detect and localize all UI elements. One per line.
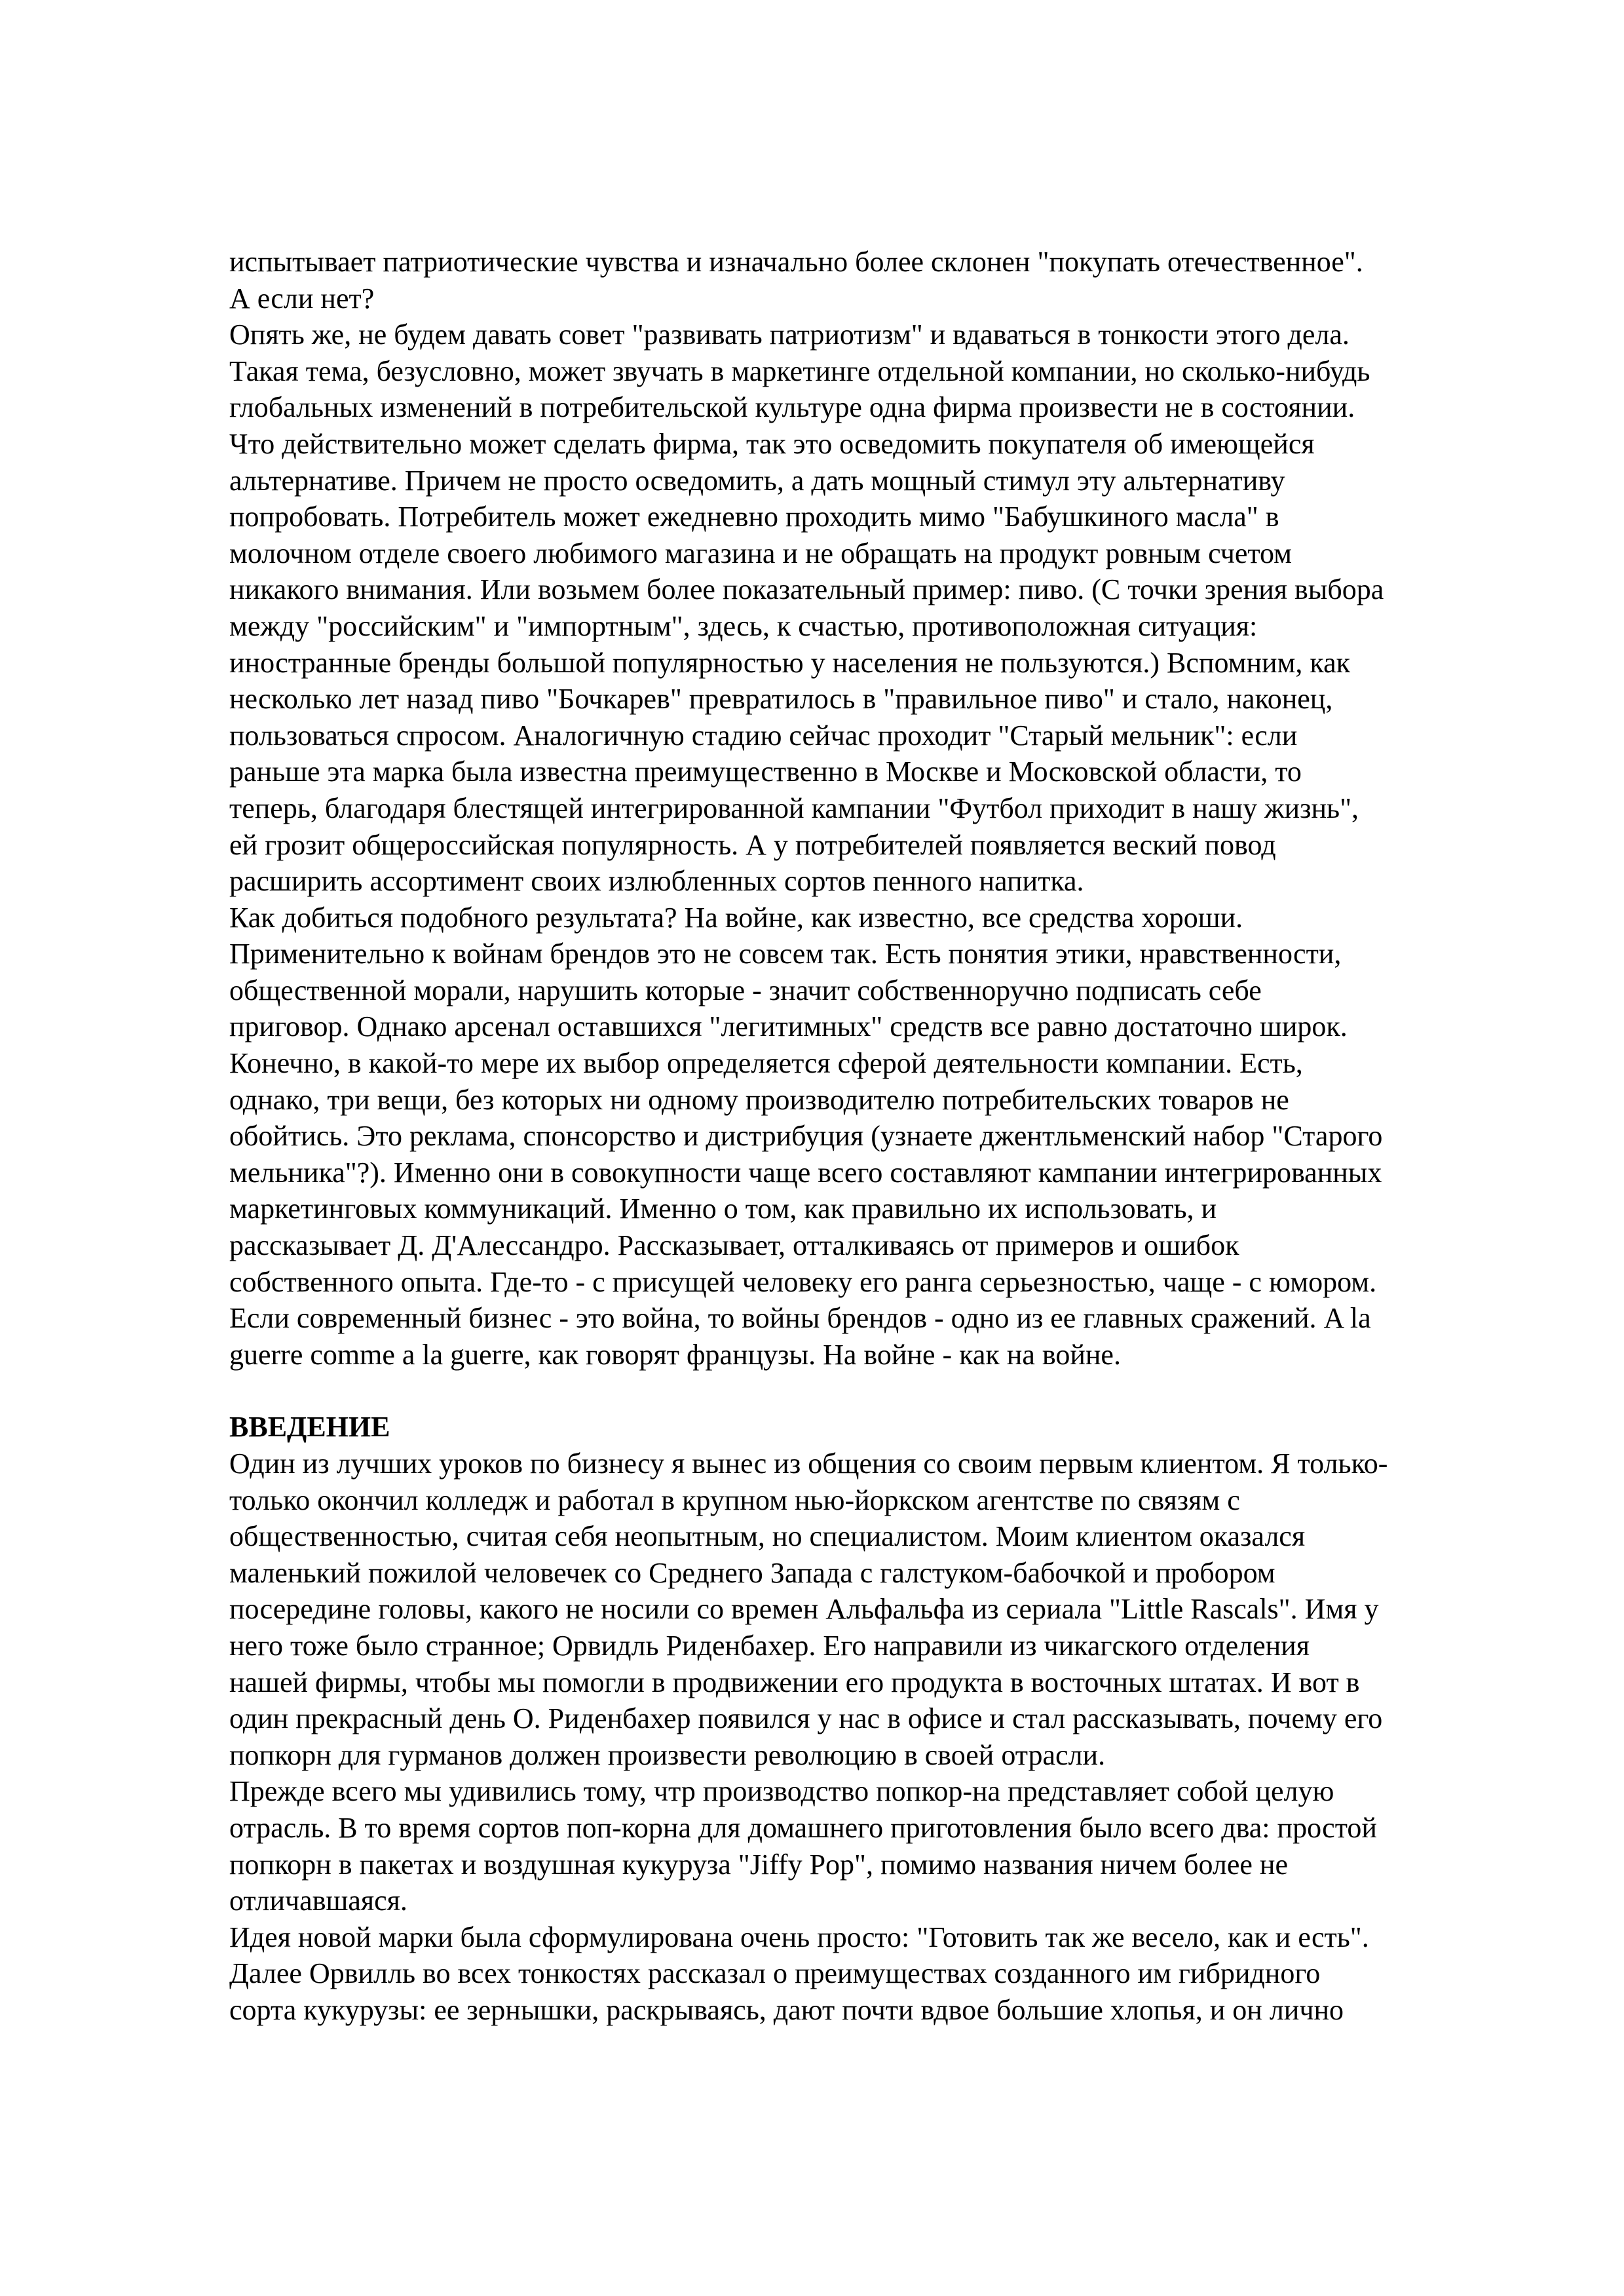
text-line: Конечно, в какой-то мере их выбор определяется сферой деятельности компании. Есть, xyxy=(229,1047,1303,1080)
text-line: молочном отделе своего любимого магазина и не обращать на продукт ровным счетом xyxy=(229,537,1293,569)
text-line: только окончил колледж и работал в крупном нью-йоркском агентстве по связям с xyxy=(229,1483,1240,1516)
text-line: Опять же, не будем давать совет "развивать патриотизм" и вдаваться в тонкости этого дела. xyxy=(229,318,1350,351)
text-line: Как добиться подобного результата? На войне, как известно, все средства хороши. xyxy=(229,901,1243,934)
text-line: нашей фирмы, чтобы мы помогли в продвижении его продукта в восточных штатах. И вот в xyxy=(229,1666,1360,1698)
paragraphs-part2 xyxy=(229,1445,1530,2029)
text-line: испытывает патриотические чувства и изначально более склонен "покупать отечественное". xyxy=(229,246,1363,278)
text-line: мельника"?). Именно они в совокупности чаще всего составляют кампании интегрированных xyxy=(229,1156,1382,1189)
text-line: попкорн для гурманов должен произвести революцию в своей отрасли. xyxy=(229,1738,1106,1771)
text-line: попробовать. Потребитель может ежедневно проходить мимо "Бабушкиного масла" в xyxy=(229,501,1279,533)
text-line: приговор. Однако арсенал оставшихся "легитимных" средств все равно достаточно широк. xyxy=(229,1010,1348,1043)
text-line: Далее Орвилль во всех тонкостях рассказал о преимуществах созданного им гибридного xyxy=(229,1957,1321,1990)
text-line: иностранные бренды большой популярностью у населения не пользуются.) Вспомним, как xyxy=(229,646,1351,679)
text-line: глобальных изменений в потребительской культуре одна фирма произвести не в состоянии. xyxy=(229,391,1355,424)
paragraphs-part1 xyxy=(229,244,1530,1373)
section-heading: ВВЕДЕНИЕ xyxy=(229,1411,390,1444)
text-line: теперь, благодаря блестящей интегрированной кампании "Футбол приходит в нашу жизнь", xyxy=(229,792,1359,824)
text-line: альтернативе. Причем не просто осведомить, а дать мощный стимул эту альтернативу xyxy=(229,464,1285,497)
text-line: Прежде всего мы удивились тому, чтр производство попкор-на представляет собой целую xyxy=(229,1775,1334,1808)
text-line: рассказывает Д. Д'Алессандро. Рассказывает, отталкиваясь от примеров и ошибок xyxy=(229,1229,1239,1262)
text-line: него тоже было странное; Орвидль Риденбахер. Его направили из чикагского отделения xyxy=(229,1629,1310,1662)
text-line: сорта кукурузы: ее зернышки, раскрываясь, дают почти вдвое большие хлопья, и он лично xyxy=(229,1993,1344,2026)
text-line: пользоваться спросом. Аналогичную стадию сейчас проходит "Старый мельник": если xyxy=(229,719,1298,752)
text-line: однако, три вещи, без которых ни одному производителю потребительских товаров не xyxy=(229,1083,1289,1116)
text-line: Что действительно может сделать фирма, так это осведомить покупателя об имеющейся xyxy=(229,427,1315,460)
text-line: Если современный бизнес - это война, то войны брендов - одно из ее главных сражений. A la xyxy=(229,1302,1371,1335)
text-line: расширить ассортимент своих излюбленных сортов пенного напитка. xyxy=(229,865,1084,898)
text-line: Применительно к войнам брендов это не совсем так. Есть понятия этики, нравственности, xyxy=(229,938,1342,970)
text-line: раньше эта марка была известна преимущественно в Москве и Московской области, то xyxy=(229,756,1302,788)
text-line: попкорн в пакетах и воздушная кукуруза "Jiffy Pop", помимо названия ничем более не xyxy=(229,1848,1288,1881)
text-line: guerre comme a la guerre, как говорят французы. На войне - как на войне. xyxy=(229,1338,1121,1371)
text-line: ей грозит общероссийская популярность. А у потребителей появляется веский повод xyxy=(229,828,1276,861)
text-line: Один из лучших уроков по бизнесу я вынес из общения со своим первым клиентом. Я только- xyxy=(229,1447,1388,1480)
text-line: общественной морали, нарушить которые - значит собственноручно подписать себе xyxy=(229,974,1262,1006)
text-line: А если нет? xyxy=(229,282,375,315)
text-line: один прекрасный день О. Риденбахер появился у нас в офисе и стал рассказывать, почему его xyxy=(229,1702,1383,1735)
text-line: обойтись. Это реклама, спонсорство и дистрибуция (узнаете джентльменский набор "Старого xyxy=(229,1120,1383,1153)
text-line: собственного опыта. Где-то - с присущей человеку его ранга серьезностью, чаще - с юмором. xyxy=(229,1265,1377,1298)
text-line: Такая тема, безусловно, может звучать в маркетинге отдельной компании, но сколько-нибудь xyxy=(229,354,1370,387)
text-line: посередине головы, какого не носили со времен Альфальфа из сериала "Little Rascals". Имя у xyxy=(229,1593,1379,1626)
text-line: маркетинговых коммуникаций. Именно о том, как правильно их использовать, и xyxy=(229,1193,1217,1225)
text-line: никакого внимания. Или возьмем более показательный пример: пиво. (С точки зрения выбора xyxy=(229,573,1384,606)
text-line: общественностью, считая себя неопытным, но специалистом. Моим клиентом оказался xyxy=(229,1520,1306,1553)
text-line: Идея новой марки была сформулирована очень просто: "Готовить так же весело, как и есть". xyxy=(229,1921,1369,1953)
text-line: отрасль. В то время сортов поп-корна для домашнего приготовления было всего два: простой xyxy=(229,1811,1377,1844)
document-text xyxy=(229,244,1530,2029)
text-line: маленький пожилой человечек со Среднего Запада с галстуком-бабочкой и пробором xyxy=(229,1556,1275,1589)
text-line: отличавшаяся. xyxy=(229,1885,407,1917)
text-line: несколько лет назад пиво "Бочкарев" превратилось в "правильное пиво" и стало, наконец, xyxy=(229,683,1333,716)
text-line: между "российским" и "импортным", здесь, к счастью, противоположная ситуация: xyxy=(229,609,1258,642)
